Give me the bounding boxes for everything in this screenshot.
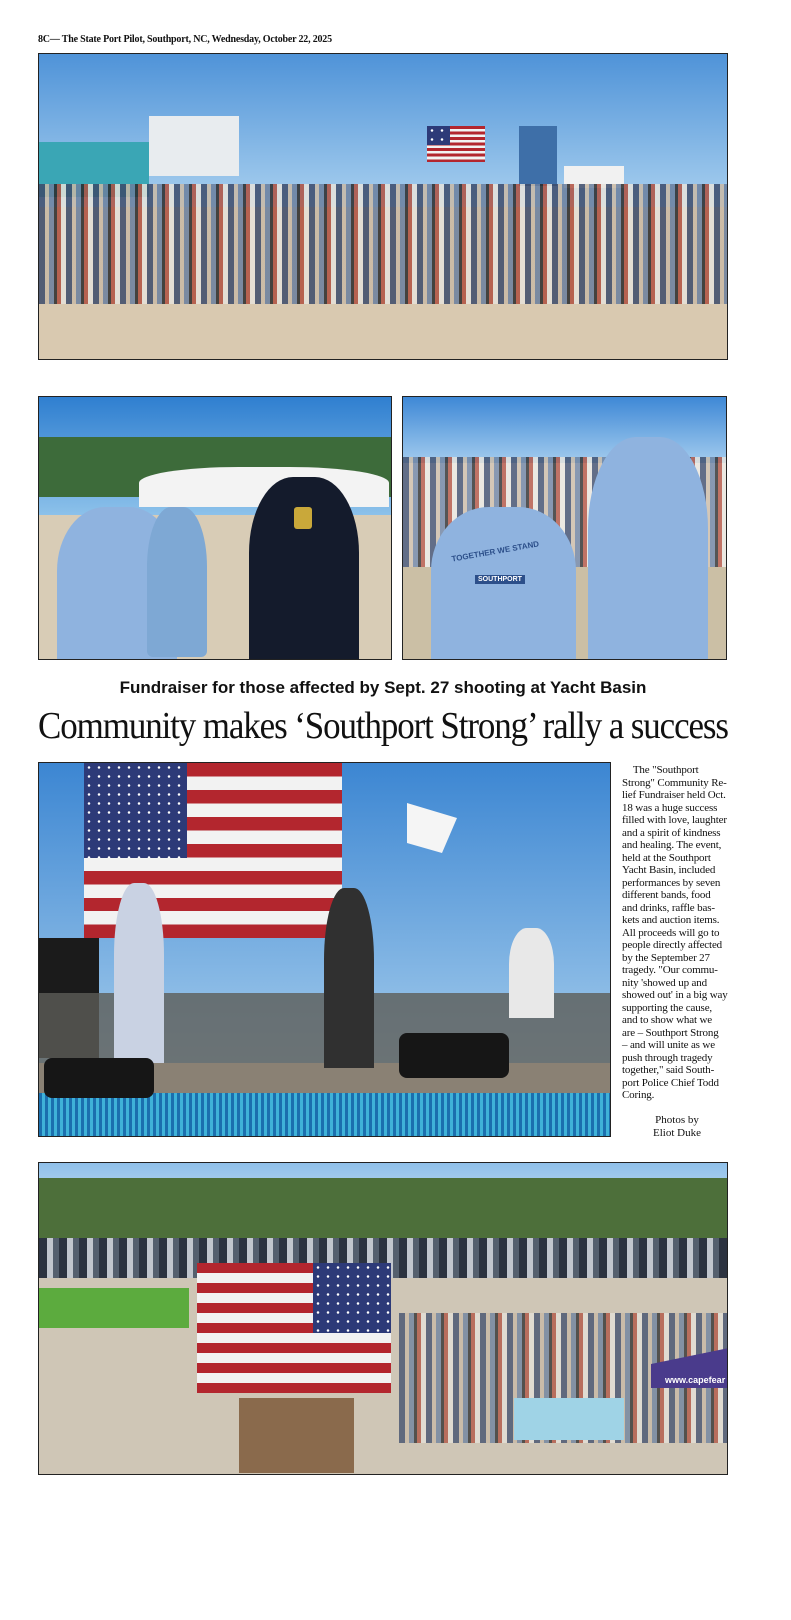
photo-aerial-crowd [38, 1162, 728, 1475]
body-line: and drinks, raffle bas- [622, 901, 715, 914]
tower-text: SOUTHPORT [475, 575, 525, 584]
body-line: nity 'showed up and [622, 976, 707, 989]
body-line: kets and auction items. [622, 914, 720, 926]
photo-credit [622, 1114, 732, 1140]
body-line: – and will unite as we [622, 1039, 715, 1051]
body-line: port Police Chief Todd [622, 1076, 719, 1089]
headline: Community makes ‘Southport Strong’ rally a success [38, 705, 728, 747]
credit-label: Photos by [655, 1114, 699, 1126]
body-line: by the September 27 [622, 951, 710, 964]
body-line: filled with love, laughter [622, 814, 727, 826]
body-line: and healing. The event, [622, 839, 722, 851]
body-line: The "Southport [622, 764, 699, 776]
photo-southport-shirts [402, 396, 727, 660]
body-line: are – Southport Strong [622, 1026, 719, 1039]
body-line: All proceeds will go to [622, 926, 720, 939]
body-line: lief Fundraiser held Oct. [622, 789, 726, 801]
body-line: supporting the cause, [622, 1001, 713, 1014]
body-line: and a spirit of kindness [622, 826, 721, 839]
body-line: tragedy. "Our commu- [622, 964, 718, 976]
photo-police-chief [38, 396, 392, 660]
folio-line: 8C— The State Port Pilot, Southport, NC, Wednesday, October 22, 2025 [38, 34, 332, 45]
body-line: and to show what we [622, 1014, 713, 1026]
kicker: Fundraiser for those affected by Sept. 27 shooting at Yacht Basin [119, 678, 647, 697]
photo-crowd-yacht-basin [38, 53, 728, 360]
credit-name: Eliot Duke [653, 1127, 701, 1139]
body-line: 18 was a huge success [622, 801, 718, 814]
banner-text: www.capefear [665, 1375, 726, 1385]
shirt-text: TOGETHER WE STAND [450, 539, 540, 564]
body-line: together," said South- [622, 1064, 715, 1076]
body-line: Yacht Basin, included [622, 864, 716, 876]
body-line: people directly affected [622, 939, 723, 951]
body-line: different bands, food [622, 889, 711, 901]
body-line: Strong" Community Re- [622, 776, 727, 789]
body-line: Coring. [622, 1089, 655, 1101]
body-line: performances by seven [622, 876, 721, 889]
photo-band-stage [38, 762, 611, 1137]
body-line: push through tragedy [622, 1051, 713, 1064]
article-body [622, 764, 782, 1102]
body-line: showed out' in a big way [622, 989, 728, 1001]
body-line: held at the Southport [622, 851, 711, 864]
